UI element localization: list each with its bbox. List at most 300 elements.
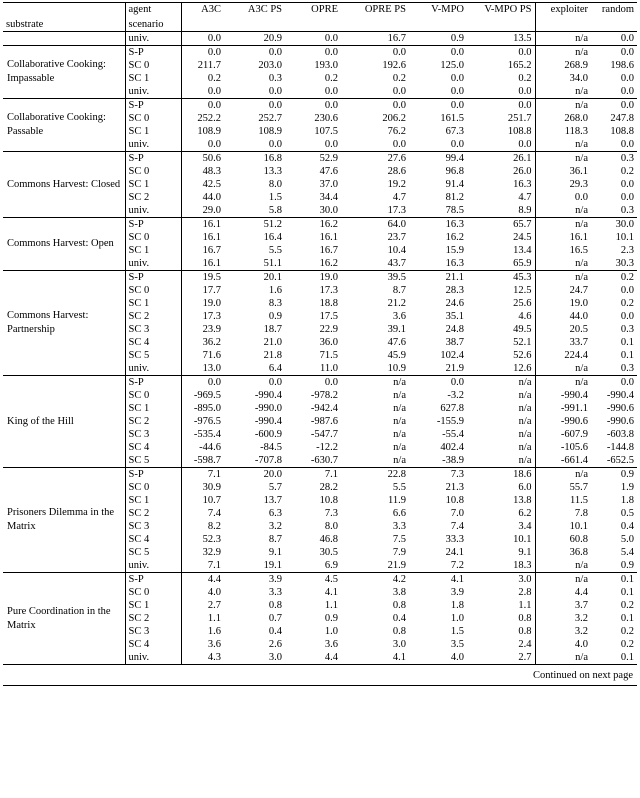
cell-exploiter: n/a bbox=[535, 99, 591, 113]
cell-exploiter: 20.5 bbox=[535, 323, 591, 336]
cell-vmpo-ps: 24.5 bbox=[513, 232, 532, 243]
cell-vmpo: 10.8 bbox=[445, 495, 464, 506]
cell-exploiter: 33.7 bbox=[535, 336, 591, 349]
cell-random: 0.0 bbox=[620, 285, 634, 296]
cell-exploiter: n/a bbox=[535, 468, 591, 482]
cell-opre: 107.5 bbox=[314, 126, 338, 137]
cell-vmpo-ps: 0.0 bbox=[467, 46, 535, 60]
cell-random: 30.3 bbox=[615, 258, 634, 269]
header-exploiter: exploiter bbox=[535, 3, 591, 19]
cell-opre: 71.5 bbox=[319, 350, 338, 361]
cell-a3c-ps: 5.5 bbox=[268, 245, 282, 256]
cell-opre: 47.6 bbox=[319, 166, 338, 177]
cell-vmpo-ps: 25.6 bbox=[513, 298, 532, 309]
cell-vmpo-ps: n/a bbox=[518, 416, 532, 427]
cell-vmpo-ps: 6.0 bbox=[518, 482, 532, 493]
cell-opre: -978.2 bbox=[310, 390, 338, 401]
substrate-name: Commons Harvest: Closed bbox=[3, 152, 125, 218]
cell-opre-ps: 3.0 bbox=[392, 639, 406, 650]
cell-vmpo-ps: 9.1 bbox=[518, 547, 532, 558]
cell-vmpo: 402.4 bbox=[440, 442, 464, 453]
cell-random: 108.8 bbox=[610, 126, 634, 137]
cell-random: 0.2 bbox=[620, 166, 634, 177]
cell-vmpo: 1.8 bbox=[450, 600, 464, 611]
cell-agent-scenario: SC 4 bbox=[125, 638, 181, 651]
cell-exploiter: 16.1 bbox=[535, 231, 591, 244]
cell-agent-scenario: SC 1 bbox=[125, 72, 181, 85]
cell-agent-scenario: SC 3 bbox=[125, 323, 181, 336]
cell-agent-scenario: SC 2 bbox=[125, 415, 181, 428]
cell-a3c-ps: 18.7 bbox=[263, 324, 282, 335]
cell-vmpo-ps: n/a bbox=[518, 442, 532, 453]
cell-agent-scenario: SC 4 bbox=[125, 441, 181, 454]
header-spacer bbox=[3, 3, 125, 19]
cell-opre: 37.0 bbox=[319, 179, 338, 190]
cell-opre: 0.0 bbox=[324, 86, 338, 97]
cell-vmpo-ps: 18.6 bbox=[467, 468, 535, 482]
cell-random: 0.3 bbox=[591, 152, 637, 166]
cell-agent-scenario: SC 0 bbox=[125, 59, 181, 72]
cell-a3c: 4.3 bbox=[181, 651, 224, 665]
header-a3c: A3C bbox=[181, 3, 224, 19]
cell-opre-ps: 76.2 bbox=[387, 126, 406, 137]
cell-vmpo: 0.0 bbox=[409, 376, 467, 390]
cell-vmpo-ps: 13.8 bbox=[513, 495, 532, 506]
cell-a3c-ps: 20.9 bbox=[263, 33, 282, 44]
cell-a3c-ps: 3.9 bbox=[224, 573, 285, 587]
cell-agent-scenario: S-P bbox=[125, 573, 181, 587]
cell-random: 0.0 bbox=[620, 86, 634, 97]
cell-a3c-ps: 13.7 bbox=[263, 495, 282, 506]
header-vmpo-ps: V-MPO PS bbox=[467, 3, 535, 19]
cell-a3c: 0.0 bbox=[181, 46, 224, 60]
header-agent-line1: agent bbox=[125, 3, 181, 19]
cell-a3c: 23.9 bbox=[181, 323, 224, 336]
cell-opre: 3.6 bbox=[324, 639, 338, 650]
cell-opre: 17.5 bbox=[319, 311, 338, 322]
cell-vmpo-ps: 18.3 bbox=[513, 560, 532, 571]
cell-vmpo: 35.1 bbox=[445, 311, 464, 322]
cell-a3c-ps: -84.5 bbox=[260, 442, 282, 453]
cell-agent-scenario: S-P bbox=[125, 46, 181, 60]
cell-vmpo: 102.4 bbox=[440, 350, 464, 361]
cell-exploiter: n/a bbox=[535, 152, 591, 166]
cell-exploiter: n/a bbox=[535, 204, 591, 218]
cell-a3c-ps: 0.3 bbox=[268, 73, 282, 84]
substrate-name: Commons Harvest: Open bbox=[3, 218, 125, 271]
cell-agent-scenario: SC 0 bbox=[125, 112, 181, 125]
cell-opre: 52.9 bbox=[285, 152, 341, 166]
cell-agent-scenario: SC 0 bbox=[125, 284, 181, 297]
header-blank bbox=[285, 18, 341, 32]
results-table bbox=[3, 2, 637, 686]
cell-agent-scenario: SC 5 bbox=[125, 546, 181, 559]
cell-a3c: 1.6 bbox=[181, 625, 224, 638]
cell-opre-ps: 0.2 bbox=[392, 73, 406, 84]
cell-vmpo: 16.3 bbox=[445, 258, 464, 269]
cell-opre-ps: 10.9 bbox=[387, 363, 406, 374]
cell-agent-scenario: S-P bbox=[125, 271, 181, 285]
cell-vmpo-ps: 65.7 bbox=[467, 218, 535, 232]
table-row bbox=[3, 152, 637, 166]
cell-random: 0.0 bbox=[620, 311, 634, 322]
substrate-name: Pure Coordination in the Matrix bbox=[3, 573, 125, 665]
cell-agent-scenario: SC 0 bbox=[125, 231, 181, 244]
cell-vmpo: 627.8 bbox=[440, 403, 464, 414]
cell-opre-ps: 7.5 bbox=[392, 534, 406, 545]
cell-vmpo: 1.0 bbox=[450, 613, 464, 624]
cell-opre-ps: 8.7 bbox=[392, 285, 406, 296]
cell-vmpo-ps: 165.2 bbox=[507, 60, 532, 71]
cell-random: 0.2 bbox=[620, 600, 634, 611]
cell-a3c-ps: 20.0 bbox=[224, 468, 285, 482]
cell-opre: 7.3 bbox=[324, 508, 338, 519]
cell-vmpo-ps: 8.9 bbox=[518, 205, 532, 216]
cell-random: 0.1 bbox=[620, 652, 634, 663]
cell-a3c: 1.1 bbox=[181, 612, 224, 625]
cell-random: 0.2 bbox=[620, 298, 634, 309]
cell-opre-ps: 28.6 bbox=[387, 166, 406, 177]
cell-agent-scenario: univ. bbox=[125, 138, 181, 152]
cell-a3c-ps: 203.0 bbox=[258, 60, 282, 71]
cell-opre-ps: 21.2 bbox=[387, 298, 406, 309]
cell-opre-ps: 4.1 bbox=[392, 652, 406, 663]
cell-vmpo: 0.0 bbox=[450, 86, 464, 97]
cell-a3c: 50.6 bbox=[181, 152, 224, 166]
cell-exploiter: 11.5 bbox=[535, 494, 591, 507]
cell-opre-ps: 4.2 bbox=[341, 573, 409, 587]
cell-a3c: 3.6 bbox=[181, 638, 224, 651]
cell-a3c-ps: 21.8 bbox=[263, 350, 282, 361]
cell-a3c: -535.4 bbox=[181, 428, 224, 441]
cell-a3c-ps: 8.0 bbox=[268, 179, 282, 190]
cell-vmpo: 3.5 bbox=[450, 639, 464, 650]
cell-opre: 16.1 bbox=[319, 232, 338, 243]
cell-vmpo: 4.1 bbox=[409, 573, 467, 587]
cell-vmpo: 99.4 bbox=[409, 152, 467, 166]
cell-opre: 8.0 bbox=[324, 521, 338, 532]
cell-opre-ps: 4.7 bbox=[392, 192, 406, 203]
cell-agent-scenario: S-P bbox=[125, 468, 181, 482]
cell-a3c-ps: 21.0 bbox=[263, 337, 282, 348]
cell-opre: 0.9 bbox=[324, 613, 338, 624]
cell-opre-ps: 22.8 bbox=[341, 468, 409, 482]
cell-opre-ps: 0.0 bbox=[392, 139, 406, 150]
cell-a3c-ps: 16.8 bbox=[224, 152, 285, 166]
table-header bbox=[3, 3, 637, 32]
cell-random: 0.5 bbox=[620, 508, 634, 519]
cell-agent-scenario: univ. bbox=[125, 559, 181, 573]
cell-vmpo-ps: 13.5 bbox=[513, 33, 532, 44]
cell-random: 0.0 bbox=[620, 179, 634, 190]
cell-random: 0.1 bbox=[620, 350, 634, 361]
cell-random: 0.0 bbox=[620, 192, 634, 203]
cell-vmpo: 33.3 bbox=[445, 534, 464, 545]
cell-random: 0.0 bbox=[620, 33, 634, 44]
cell-a3c: -598.7 bbox=[181, 454, 224, 468]
cell-a3c: 0.0 bbox=[181, 32, 224, 46]
cell-opre-ps: 23.7 bbox=[387, 232, 406, 243]
cell-a3c-ps: 108.9 bbox=[258, 126, 282, 137]
cell-exploiter: n/a bbox=[535, 218, 591, 232]
cell-vmpo-ps: 13.4 bbox=[513, 245, 532, 256]
cell-vmpo-ps: 4.7 bbox=[518, 192, 532, 203]
cell-agent-scenario: SC 2 bbox=[125, 507, 181, 520]
cell-a3c: -976.5 bbox=[181, 415, 224, 428]
cell-vmpo-ps: 65.9 bbox=[513, 258, 532, 269]
cell-agent-scenario: SC 5 bbox=[125, 454, 181, 468]
cell-opre-ps: 5.5 bbox=[392, 482, 406, 493]
cell-a3c-ps: 8.7 bbox=[268, 534, 282, 545]
cell-vmpo: 24.6 bbox=[445, 298, 464, 309]
cell-exploiter: 268.9 bbox=[535, 59, 591, 72]
cell-vmpo-ps: 0.2 bbox=[518, 73, 532, 84]
cell-opre-ps: 21.9 bbox=[387, 560, 406, 571]
cell-vmpo: 3.9 bbox=[450, 587, 464, 598]
cell-opre: 193.0 bbox=[314, 60, 338, 71]
cell-vmpo: 7.3 bbox=[409, 468, 467, 482]
cell-random: 0.1 bbox=[620, 613, 634, 624]
cell-opre-ps: n/a bbox=[393, 403, 406, 414]
cell-vmpo: 1.5 bbox=[450, 626, 464, 637]
cell-opre: 1.1 bbox=[324, 600, 338, 611]
cell-opre: 6.9 bbox=[324, 560, 338, 571]
cell-a3c-ps: 51.2 bbox=[224, 218, 285, 232]
cell-random: 1.8 bbox=[620, 495, 634, 506]
cell-opre-ps: 19.2 bbox=[387, 179, 406, 190]
cell-exploiter: 36.8 bbox=[535, 546, 591, 559]
cell-opre-ps: 0.0 bbox=[341, 99, 409, 113]
cell-agent-scenario: SC 3 bbox=[125, 520, 181, 533]
cell-agent-scenario: univ. bbox=[125, 32, 181, 46]
cell-agent-scenario: SC 4 bbox=[125, 336, 181, 349]
header-opre: OPRE bbox=[285, 3, 341, 19]
cell-vmpo: -55.4 bbox=[442, 429, 464, 440]
cell-agent-scenario: S-P bbox=[125, 99, 181, 113]
cell-a3c: 0.0 bbox=[181, 376, 224, 390]
cell-a3c-ps: -600.9 bbox=[254, 429, 282, 440]
cell-opre-ps: 17.3 bbox=[387, 205, 406, 216]
cell-opre: 28.2 bbox=[319, 482, 338, 493]
cell-a3c: 7.4 bbox=[181, 507, 224, 520]
cell-exploiter: 4.0 bbox=[535, 638, 591, 651]
cell-vmpo: 15.9 bbox=[445, 245, 464, 256]
cell-exploiter: -607.9 bbox=[535, 428, 591, 441]
cell-random: -990.4 bbox=[606, 390, 634, 401]
cell-a3c: 4.0 bbox=[181, 586, 224, 599]
cell-vmpo: 0.0 bbox=[409, 46, 467, 60]
cell-random: 0.0 bbox=[620, 73, 634, 84]
cell-a3c-ps: 8.3 bbox=[268, 298, 282, 309]
cell-agent-scenario: SC 2 bbox=[125, 191, 181, 204]
cell-a3c: 13.0 bbox=[181, 362, 224, 376]
cell-random: -990.6 bbox=[606, 416, 634, 427]
cell-exploiter: 60.8 bbox=[535, 533, 591, 546]
cell-random: 0.1 bbox=[620, 337, 634, 348]
cell-opre: 10.8 bbox=[319, 495, 338, 506]
cell-vmpo: 7.0 bbox=[450, 508, 464, 519]
cell-a3c-ps: -990.4 bbox=[254, 416, 282, 427]
cell-exploiter: n/a bbox=[535, 32, 591, 46]
cell-opre: 17.3 bbox=[319, 285, 338, 296]
cell-a3c-ps: 3.3 bbox=[268, 587, 282, 598]
cell-a3c-ps: 51.1 bbox=[263, 258, 282, 269]
cell-vmpo: -3.2 bbox=[447, 390, 464, 401]
cell-vmpo-ps: 26.1 bbox=[467, 152, 535, 166]
cell-random: 5.0 bbox=[620, 534, 634, 545]
cell-opre-ps: 43.7 bbox=[387, 258, 406, 269]
cell-exploiter: 224.4 bbox=[535, 349, 591, 362]
cell-opre: 4.1 bbox=[324, 587, 338, 598]
cell-a3c-ps: 0.8 bbox=[268, 600, 282, 611]
cell-opre: 30.0 bbox=[319, 205, 338, 216]
cell-opre: 46.8 bbox=[319, 534, 338, 545]
cell-agent-scenario: univ. bbox=[125, 85, 181, 99]
cell-opre-ps: n/a bbox=[393, 442, 406, 453]
cell-a3c: 30.9 bbox=[181, 481, 224, 494]
table-body bbox=[3, 32, 637, 665]
cell-exploiter: 3.2 bbox=[535, 625, 591, 638]
cell-vmpo-ps: 52.1 bbox=[513, 337, 532, 348]
cell-opre-ps: 0.4 bbox=[392, 613, 406, 624]
cell-a3c: 7.1 bbox=[181, 559, 224, 573]
cell-a3c: 108.9 bbox=[181, 125, 224, 138]
cell-vmpo-ps: 26.0 bbox=[513, 166, 532, 177]
cell-a3c: 17.3 bbox=[181, 310, 224, 323]
cell-agent-scenario: univ. bbox=[125, 651, 181, 665]
cell-opre: 18.8 bbox=[319, 298, 338, 309]
cell-a3c: -895.0 bbox=[181, 402, 224, 415]
cell-random: 0.0 bbox=[591, 99, 637, 113]
cell-a3c-ps: 0.0 bbox=[224, 46, 285, 60]
cell-vmpo-ps: 0.0 bbox=[518, 86, 532, 97]
cell-vmpo-ps: 49.5 bbox=[513, 324, 532, 335]
cell-opre-ps: 7.9 bbox=[392, 547, 406, 558]
cell-a3c: -44.6 bbox=[181, 441, 224, 454]
cell-exploiter: 10.1 bbox=[535, 520, 591, 533]
cell-opre-ps: 206.2 bbox=[382, 113, 406, 124]
cell-a3c: 36.2 bbox=[181, 336, 224, 349]
cell-vmpo-ps: 3.4 bbox=[518, 521, 532, 532]
cell-random: 0.1 bbox=[591, 573, 637, 587]
cell-a3c-ps: 2.6 bbox=[268, 639, 282, 650]
table-row bbox=[3, 46, 637, 60]
table-row bbox=[3, 271, 637, 285]
cell-a3c: 0.0 bbox=[181, 85, 224, 99]
cell-a3c: 10.7 bbox=[181, 494, 224, 507]
cell-opre: -942.4 bbox=[310, 403, 338, 414]
cell-vmpo: 7.2 bbox=[450, 560, 464, 571]
cell-a3c: 16.7 bbox=[181, 244, 224, 257]
cell-a3c-ps: 6.3 bbox=[268, 508, 282, 519]
cell-a3c: 0.2 bbox=[181, 72, 224, 85]
cell-opre-ps: 0.8 bbox=[392, 626, 406, 637]
cell-vmpo: 96.8 bbox=[445, 166, 464, 177]
cell-a3c: 71.6 bbox=[181, 349, 224, 362]
cell-a3c-ps: 1.6 bbox=[268, 285, 282, 296]
cell-random: -990.6 bbox=[606, 403, 634, 414]
cell-a3c: 2.7 bbox=[181, 599, 224, 612]
cell-opre-ps: 3.8 bbox=[392, 587, 406, 598]
cell-opre-ps: 3.3 bbox=[392, 521, 406, 532]
cell-vmpo-ps: 6.2 bbox=[518, 508, 532, 519]
cell-a3c: 42.5 bbox=[181, 178, 224, 191]
cell-opre-ps: 39.1 bbox=[387, 324, 406, 335]
cell-exploiter: 55.7 bbox=[535, 481, 591, 494]
header-blank bbox=[409, 18, 467, 32]
cell-agent-scenario: SC 1 bbox=[125, 125, 181, 138]
cell-agent-scenario: univ. bbox=[125, 257, 181, 271]
cell-opre: -987.6 bbox=[310, 416, 338, 427]
cell-exploiter: n/a bbox=[535, 257, 591, 271]
cell-agent-scenario: SC 1 bbox=[125, 494, 181, 507]
cell-vmpo: 78.5 bbox=[445, 205, 464, 216]
header-blank bbox=[341, 18, 409, 32]
cell-exploiter: n/a bbox=[535, 651, 591, 665]
table-row bbox=[3, 32, 637, 46]
cell-opre: -547.7 bbox=[310, 429, 338, 440]
cell-a3c: 0.0 bbox=[181, 138, 224, 152]
cell-vmpo-ps: 108.8 bbox=[507, 126, 532, 137]
cell-opre: 230.6 bbox=[314, 113, 338, 124]
substrate-name: King of the Hill bbox=[3, 376, 125, 468]
cell-agent-scenario: S-P bbox=[125, 376, 181, 390]
cell-a3c-ps: 13.3 bbox=[263, 166, 282, 177]
cell-vmpo-ps: 251.7 bbox=[507, 113, 532, 124]
cell-random: 0.2 bbox=[620, 626, 634, 637]
cell-agent-scenario: SC 1 bbox=[125, 178, 181, 191]
cell-opre-ps: n/a bbox=[393, 429, 406, 440]
cell-vmpo-ps: 0.0 bbox=[518, 139, 532, 150]
cell-opre: 4.4 bbox=[324, 652, 338, 663]
cell-opre: 7.1 bbox=[285, 468, 341, 482]
cell-vmpo: 21.3 bbox=[445, 482, 464, 493]
cell-agent-scenario: S-P bbox=[125, 152, 181, 166]
cell-random: -652.5 bbox=[606, 455, 634, 466]
cell-vmpo: 0.0 bbox=[409, 99, 467, 113]
cell-exploiter: -661.4 bbox=[535, 454, 591, 468]
cell-opre: 0.0 bbox=[285, 99, 341, 113]
header-blank bbox=[467, 18, 535, 32]
cell-exploiter: 34.0 bbox=[535, 72, 591, 85]
header-substrate: substrate bbox=[3, 18, 125, 32]
cell-agent-scenario: SC 5 bbox=[125, 349, 181, 362]
cell-vmpo-ps: n/a bbox=[518, 390, 532, 401]
cell-a3c: 29.0 bbox=[181, 204, 224, 218]
header-blank bbox=[224, 18, 285, 32]
cell-vmpo: 91.4 bbox=[445, 179, 464, 190]
cell-opre: 0.2 bbox=[324, 73, 338, 84]
cell-a3c: 48.3 bbox=[181, 165, 224, 178]
cell-exploiter: 3.7 bbox=[535, 599, 591, 612]
cell-opre-ps: 11.9 bbox=[388, 495, 406, 506]
cell-vmpo-ps: 1.1 bbox=[518, 600, 532, 611]
cell-a3c-ps: 3.2 bbox=[268, 521, 282, 532]
cell-random: 2.3 bbox=[620, 245, 634, 256]
substrate-name: Collaborative Cooking: Impassable bbox=[3, 46, 125, 99]
cell-vmpo: 38.7 bbox=[445, 337, 464, 348]
cell-agent-scenario: SC 0 bbox=[125, 389, 181, 402]
cell-vmpo-ps: n/a bbox=[518, 403, 532, 414]
cell-exploiter: 268.0 bbox=[535, 112, 591, 125]
substrate-name: Prisoners Dilemma in the Matrix bbox=[3, 468, 125, 573]
cell-a3c-ps: 252.7 bbox=[258, 113, 282, 124]
cell-agent-scenario: S-P bbox=[125, 218, 181, 232]
cell-opre: 34.4 bbox=[319, 192, 338, 203]
cell-agent-scenario: SC 1 bbox=[125, 402, 181, 415]
cell-opre: 16.7 bbox=[319, 245, 338, 256]
cell-exploiter: 29.3 bbox=[535, 178, 591, 191]
